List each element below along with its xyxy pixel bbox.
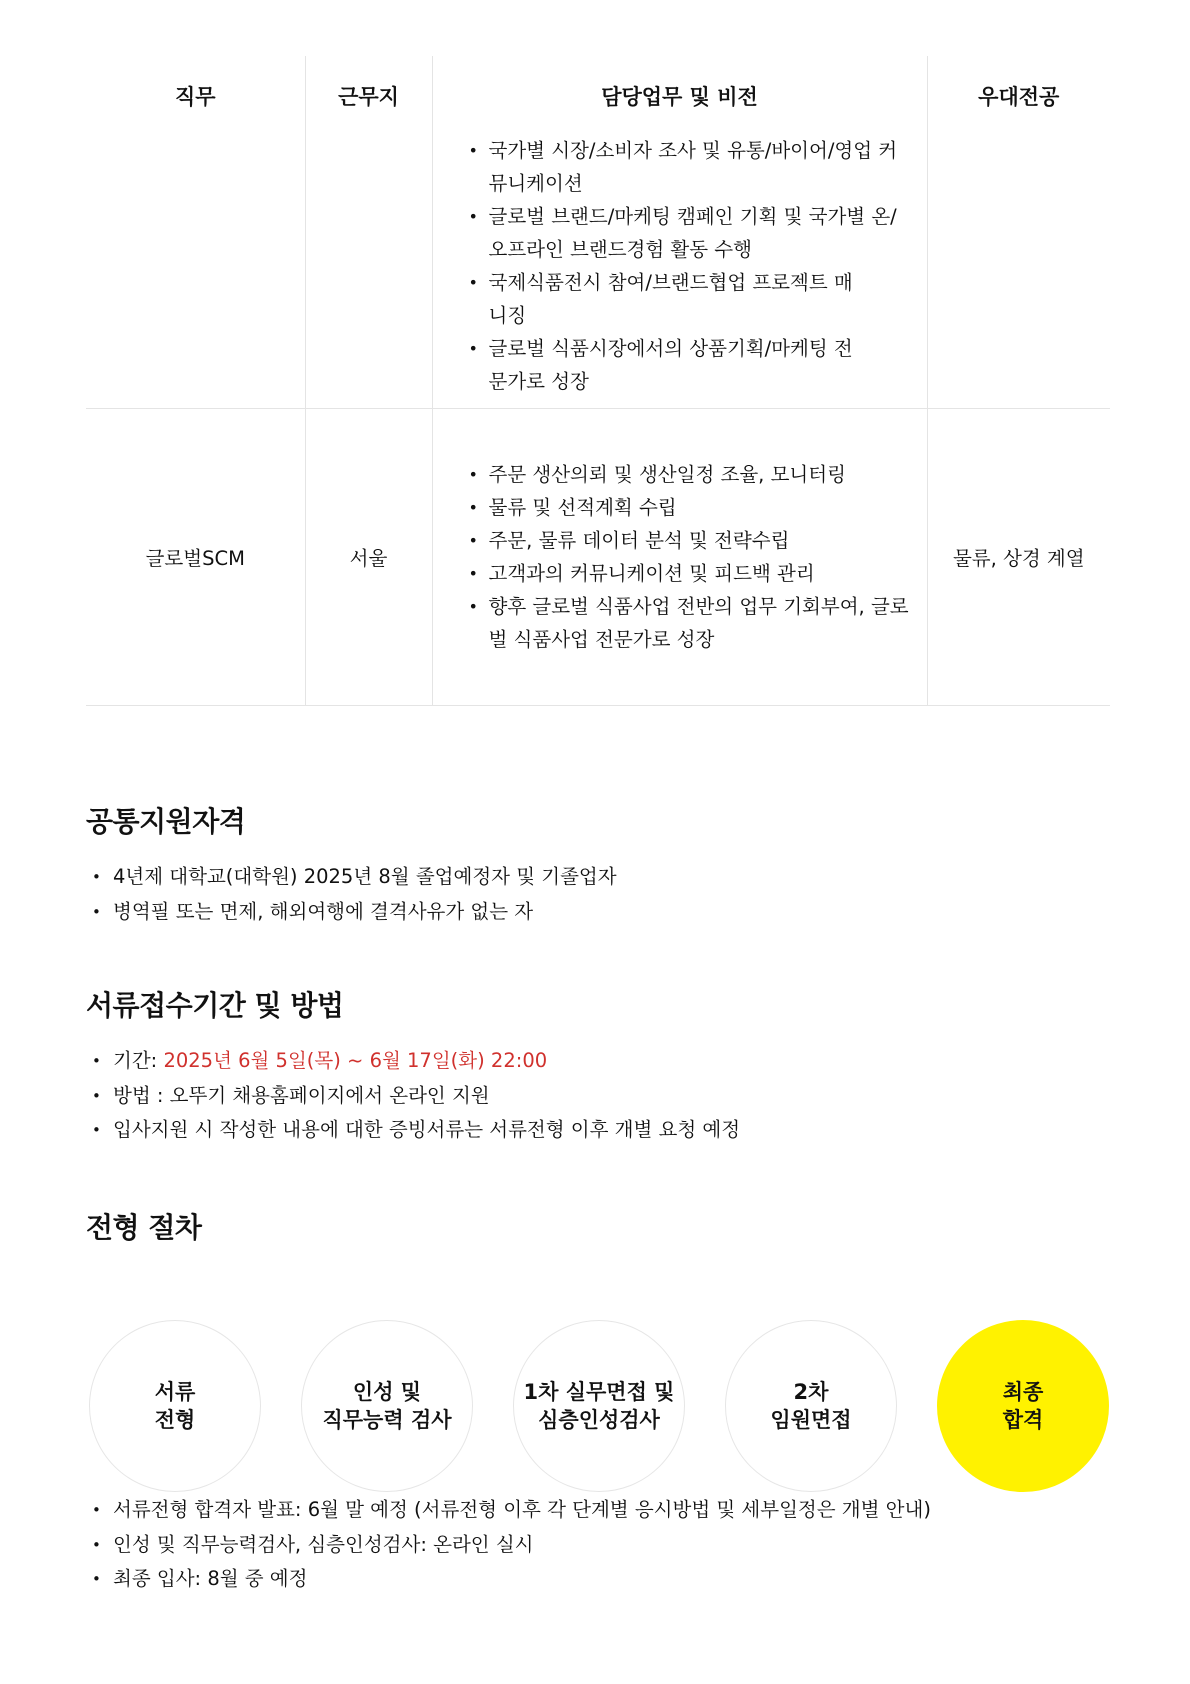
process-step: 1차 실무면접 및 심층인성검사 — [513, 1320, 685, 1492]
header-location: 근무지 — [305, 56, 432, 132]
location-cell — [305, 132, 432, 408]
list-item: • 인성 및 직무능력검사, 심층인성검사: 온라인 실시 — [86, 1528, 1110, 1563]
section-title: 공통지원자격 — [86, 805, 246, 838]
duties-cell — [432, 408, 927, 705]
list-item: • 국제식품전시 참여/브랜드협업 프로젝트 매니징 — [469, 266, 915, 332]
job-table — [86, 56, 1110, 706]
list-item: • 국가별 시장/소비자 조사 및 유통/바이어/영업 커뮤니케이션 — [469, 134, 915, 200]
qualification-list — [86, 860, 1110, 929]
list-item — [86, 1044, 1110, 1079]
header-job: 직무 — [174, 85, 216, 109]
list-item: • 글로벌 브랜드/마케팅 캠페인 기획 및 국가별 온/오프라인 브랜드경험 활동 수행 — [469, 200, 915, 266]
qualification-section — [86, 800, 1110, 929]
list-item: • 최종 입사: 8월 중 예정 — [86, 1562, 1110, 1597]
application-section — [86, 984, 1110, 1148]
header-major: 우대전공 — [927, 56, 1110, 132]
process-notes-list — [86, 1493, 1110, 1597]
table-row — [86, 132, 1110, 408]
location-cell: 서울 — [305, 408, 432, 705]
process-steps — [89, 1320, 1110, 1492]
header-duties: 담당업무 및 비전 — [432, 56, 927, 132]
list-item: • 주문 생산의뢰 및 생산일정 조율, 모니터링 — [469, 458, 915, 491]
job-cell — [86, 132, 305, 408]
list-item: • 고객과의 커뮤니케이션 및 피드백 관리 — [469, 557, 915, 590]
list-item: • 방법 : 오뚜기 채용홈페이지에서 온라인 지원 — [86, 1079, 1110, 1114]
process-step: 인성 및 직무능력 검사 — [301, 1320, 473, 1492]
period-value: 2025년 6월 5일(목) ~ 6월 17일(화) 22:00 — [163, 1049, 548, 1072]
list-item: • 병역필 또는 면제, 해외여행에 결격사유가 없는 자 — [86, 895, 1110, 930]
section-title: 전형 절차 — [86, 1211, 202, 1244]
table-header-row — [86, 56, 1110, 132]
list-item: • 4년제 대학교(대학원) 2025년 8월 졸업예정자 및 기졸업자 — [86, 860, 1110, 895]
list-item: • 서류전형 합격자 발표: 6월 말 예정 (서류전형 이후 각 단계별 응시방법 및 세부일정은 개별 안내) — [86, 1493, 1110, 1528]
period-label: 기간: — [113, 1049, 164, 1072]
table-row — [86, 408, 1110, 705]
process-step-final: 최종 합격 — [937, 1320, 1109, 1492]
major-cell: 물류, 상경 계열 — [927, 408, 1110, 705]
duty-list — [433, 132, 927, 398]
process-step: 2차 임원면접 — [725, 1320, 897, 1492]
job-cell: 글로벌SCM — [86, 408, 305, 705]
duty-list — [433, 458, 927, 656]
major-cell — [927, 132, 1110, 408]
section-title: 서류접수기간 및 방법 — [86, 989, 344, 1022]
list-item: • 물류 및 선적계획 수립 — [469, 491, 915, 524]
duties-cell — [432, 132, 927, 408]
application-list — [86, 1044, 1110, 1148]
list-item: • 향후 글로벌 식품사업 전반의 업무 기회부여, 글로벌 식품사업 전문가로 성장 — [469, 590, 915, 656]
process-section — [86, 1206, 1110, 1246]
process-notes — [86, 1493, 1110, 1597]
list-item: • 입사지원 시 작성한 내용에 대한 증빙서류는 서류전형 이후 개별 요청 예정 — [86, 1113, 1110, 1148]
list-item: • 글로벌 식품시장에서의 상품기획/마케팅 전문가로 성장 — [469, 332, 915, 398]
process-step: 서류 전형 — [89, 1320, 261, 1492]
list-item: • 주문, 물류 데이터 분석 및 전략수립 — [469, 524, 915, 557]
